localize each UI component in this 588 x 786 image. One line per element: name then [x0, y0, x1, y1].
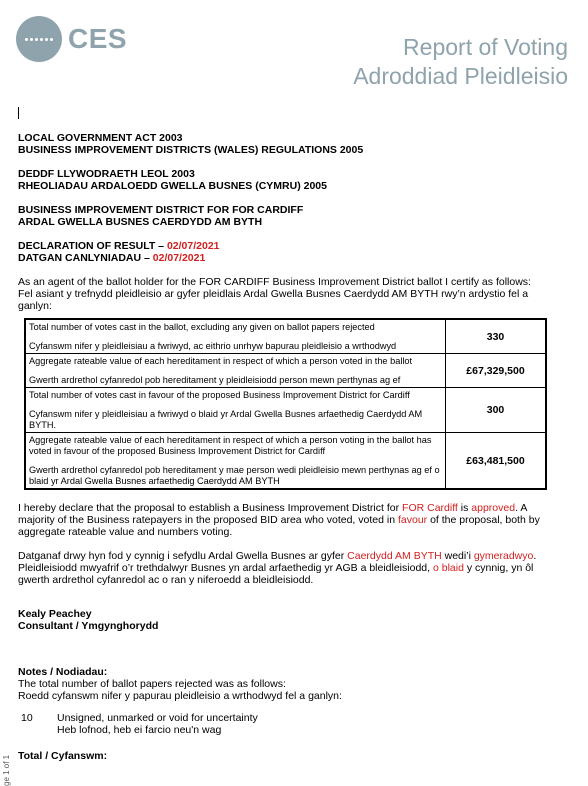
rejected-count: 10: [21, 712, 33, 724]
logo-text: CES: [68, 23, 128, 54]
intro-text: As an agent of the ballot holder for the FOR CARDIFF Business Improvement District ballot I certify as follows: Fel asiant y trefnydd pleidleisio ar gyfer pleidlais Ardal Gwella Busnes Caerdydd AM BYTH rwy’n ardystio fel a ganlyn:: [18, 276, 531, 312]
document-body: [18, 132, 558, 762]
results-table: [24, 318, 547, 490]
result-description: Total number of votes cast in favour of the proposed Business Improvement District for Cardiff Cyfanswm nifer y pleidleisiau a fwriwyd o blaid yr Ardal Gwella Busnes arfaethedig Caerdydd AM BYTH.: [25, 388, 446, 433]
act-title-cy: DEDDF LLYWODRAETH LEOL 2003 RHEOLIADAU ARDALOEDD GWELLA BUSNES (CYMRU) 2005: [18, 168, 327, 192]
table-row: [25, 388, 546, 433]
total-label: Total / Cyfanswm:: [18, 750, 108, 762]
text-cursor: [18, 107, 19, 119]
result-value: £63,481,500: [446, 433, 547, 490]
outcome-en: approved: [471, 502, 516, 514]
table-row: [25, 354, 546, 388]
declaration-heading: DECLARATION OF RESULT – 02/07/2021 DATGAN CANLYNIADAU – 02/07/2021: [18, 240, 220, 264]
ces-logo: [16, 16, 127, 62]
signatory-name: Kealy Peachey: [18, 608, 92, 620]
declaration-date: 02/07/2021: [166, 240, 220, 252]
district-title: BUSINESS IMPROVEMENT DISTRICT FOR FOR CARDIFF ARDAL GWELLA BUSNES CAERDYDD AM BYTH: [18, 204, 304, 228]
result-value: 330: [446, 319, 547, 354]
page-indicator: ge 1 of 1: [2, 754, 11, 786]
result-value: £67,329,500: [446, 354, 547, 388]
report-title-cy: Adroddiad Pleidleisio: [353, 63, 568, 89]
rejected-row: 10 Unsigned, unmarked or void for uncertainty Heb lofnod, heb ei farcio neu'n wag: [18, 712, 558, 736]
signatory-title: Consultant / Ymgynghorydd: [18, 620, 159, 632]
act-title-en: LOCAL GOVERNMENT ACT 2003 BUSINESS IMPROVEMENT DISTRICTS (WALES) REGULATIONS 2005: [18, 132, 364, 156]
result-description: Aggregate rateable value of each hereditament in respect of which a person voting in the ballot has voted in favour of the proposed Business Improvement District for Cardiff Gwerth ardrethol cyfanredol pob hereditament y mae person wedi pleidleisio mewn perthynas ag ef o blaid yr Ardal Gwella Busnes arfaethedig Caerdydd AM BYTH: [25, 433, 446, 490]
signatory: [18, 608, 558, 632]
notes-heading: Notes / Nodiadau:: [18, 666, 108, 678]
report-title: [353, 33, 568, 91]
report-title-en: Report of Voting: [403, 34, 568, 60]
table-row: [25, 319, 546, 354]
statement-en: I hereby declare that the proposal to establish a Business Improvement District for FOR Cardiff is approved. A majority of the Business ratepayers in the proposed BID area who voted, voted in favour of the proposal, both by aggregate rateable value and numbers voting.: [18, 502, 540, 538]
statement-cy: Datganaf drwy hyn fod y cynnig i sefydlu Ardal Gwella Busnes ar gyfer Caerdydd AM BYTH wedi’i gymeradwyo. Pleidleisiodd mwyafrif o’r trethdalwyr Busnes yn ardal arfaethedig yr AGB a bleidleisiodd, o blaid y cynnig, yn ôl gwerth ardrethol cyfanredol ac o ran y niferoedd a bleidleisiodd.: [18, 550, 537, 586]
logo-dots-icon: [16, 16, 62, 62]
declaration-date-cy: 02/07/2021: [152, 252, 206, 264]
result-description: Total number of votes cast in the ballot, excluding any given on ballot papers rejected Cyfanswm nifer y pleidleisiau a fwriwyd, ac eithrio unrhyw bapurau pleidleisio a wrthodwyd: [25, 319, 446, 354]
table-row: [25, 433, 546, 490]
result-description: Aggregate rateable value of each hereditament in respect of which a person voted in the ballot Gwerth ardrethol cyfanredol pob hereditament y pleidleisiodd person mewn perthynas ag ef: [25, 354, 446, 388]
notes-section: Notes / Nodiadau: The total number of ballot papers rejected was as follows: Roedd cyfanswm nifer y papurau pleidleisio a wrthodwyd fel a ganlyn: 10 Unsigned, unmarked or void for uncertainty Heb lofnod, heb ei farcio neu'n wag Total / Cyfanswm:: [18, 666, 558, 762]
outcome-cy: gymeradwyo: [473, 550, 534, 562]
result-value: 300: [446, 388, 547, 433]
